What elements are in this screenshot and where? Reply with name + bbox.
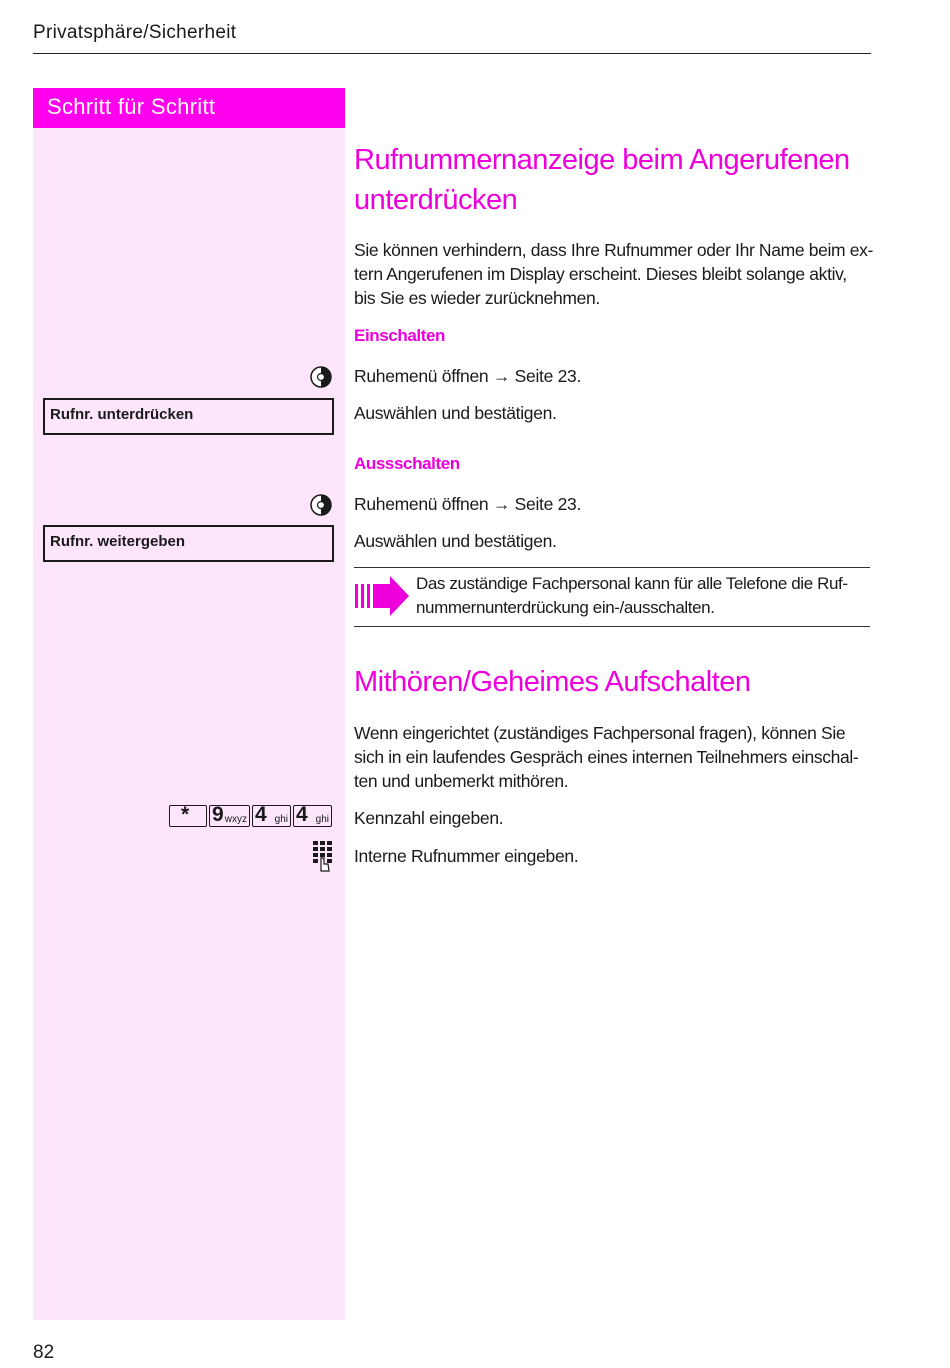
section2-intro-line: Wenn eingerichtet (zuständiges Fachpersonal fragen), können Sie — [354, 723, 846, 743]
page-number: 82 — [33, 1342, 55, 1363]
section1-intro-line: bis Sie es wieder zurücknehmen. — [354, 288, 600, 308]
key-9: 9 wxyz — [209, 805, 250, 827]
menu-key-icon — [309, 493, 333, 517]
sidebar — [33, 88, 345, 1320]
running-header: Privatsphäre/Sicherheit — [33, 22, 237, 43]
einschalten-step2: Auswählen und bestätigen. — [354, 403, 557, 423]
section1-intro — [354, 238, 874, 310]
section1-title-line1: Rufnummernanzeige beim Angerufenen — [354, 144, 850, 176]
section2-intro — [354, 721, 874, 793]
section2-step2: Interne Rufnummer eingeben. — [354, 846, 579, 866]
note-arrow-icon — [354, 576, 410, 616]
sidebar-title: Schritt für Schritt — [33, 88, 345, 128]
note-rule-bottom — [354, 626, 870, 627]
page-reference-link[interactable]: Seite 23. — [514, 366, 582, 386]
ausschalten-heading: Aussschalten — [354, 454, 460, 473]
note-rule-top — [354, 567, 870, 568]
note-text — [416, 572, 874, 620]
keypad-icon — [312, 840, 334, 872]
page-reference-link[interactable]: Seite 23. — [514, 494, 582, 514]
key-4: 4 ghi — [252, 805, 291, 827]
ausschalten-step1-text: Ruhemenü öffnen — [354, 494, 489, 514]
key-star: * — [169, 805, 207, 827]
section1-title-line2: unterdrücken — [354, 184, 518, 216]
ausschalten-step1 — [354, 494, 581, 515]
einschalten-step1 — [354, 366, 581, 387]
section1-intro-line: Sie können verhindern, dass Ihre Rufnummer oder Ihr Name beim ex- — [354, 240, 874, 260]
section2-title: Mithören/Geheimes Aufschalten — [354, 666, 751, 698]
einschalten-step1-text: Ruhemenü öffnen — [354, 366, 489, 386]
section2-intro-line: ten und unbemerkt mithören. — [354, 771, 569, 791]
note-line: nummernunterdrückung ein-/ausschalten. — [416, 598, 715, 617]
section1-intro-line: tern Angerufenen im Display erscheint. Dieses bleibt solange aktiv, — [354, 264, 847, 284]
key-4: 4 ghi — [293, 805, 332, 827]
einschalten-heading: Einschalten — [354, 326, 446, 345]
note-line: Das zuständige Fachpersonal kann für alle Telefone die Ruf- — [416, 574, 848, 593]
code-keys — [167, 805, 332, 827]
menu-key-icon — [309, 365, 333, 389]
ausschalten-step2: Auswählen und bestätigen. — [354, 531, 557, 551]
arrow-icon: → — [492, 366, 511, 386]
section2-step1: Kennzahl eingeben. — [354, 808, 504, 828]
section2-intro-line: sich in ein laufendes Gespräch eines internen Teilnehmers einschal- — [354, 747, 859, 767]
display-item-rufnr-unterdruecken[interactable]: Rufnr. unterdrücken — [43, 398, 334, 435]
arrow-icon: → — [492, 494, 511, 514]
header-rule — [33, 53, 871, 54]
display-item-rufnr-weitergeben[interactable]: Rufnr. weitergeben — [43, 525, 334, 562]
